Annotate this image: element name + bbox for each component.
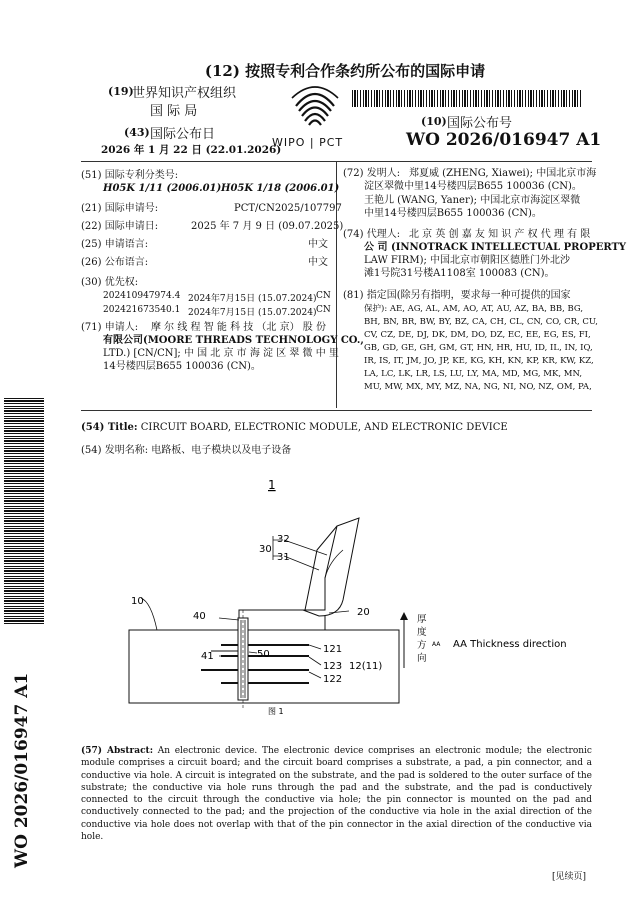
pub-no: WO 2026/016947 A1: [406, 130, 602, 150]
agent-line: LAW FIRM); 中国北京市朝阳区德胜门外北沙: [364, 255, 571, 266]
inventor-line: 郑夏威 (ZHENG, Xiawei); 中国北京市海: [409, 168, 597, 179]
appno-label: (21) 国际申请号:: [81, 203, 159, 214]
aa-small: AA: [432, 641, 441, 648]
label-50: 50: [257, 649, 270, 660]
label-41: 41: [201, 651, 214, 662]
arrow-head: [400, 612, 408, 620]
pub-date: 2026 年 1 月 22 日 (22.01.2026): [101, 144, 282, 156]
priority-cc: CN: [316, 305, 331, 315]
wipo-logo: [280, 82, 350, 134]
states-line: 保护): AE, AG, AL, AM, AO, AT, AU, AZ, BA, BB, BG,: [364, 304, 584, 314]
filing-lang-label: (25) 申请语言:: [81, 239, 149, 250]
priority-no: 202410947974.4: [103, 291, 181, 301]
inventor-line: 王艳儿 (WANG, Yaner); 中国北京市海淀区翠微: [364, 195, 581, 206]
bureau: 国 际 局: [150, 104, 198, 119]
aa-legend: AA Thickness direction: [453, 639, 567, 650]
applicant-label: (71) 申请人:: [81, 322, 139, 333]
figure-caption: 图 1: [268, 707, 284, 716]
title-zh-text: 电路板、电子模块以及电子设备: [151, 445, 292, 456]
label-40: 40: [193, 611, 206, 622]
section-divider: [81, 410, 592, 411]
states-line: BH, BN, BR, BW, BY, BZ, CA, CH, CL, CN, CO, CR, CU,: [364, 317, 598, 327]
states-line: GB, GD, GE, GH, GM, GT, HN, HR, HU, ID, IL, IN, IQ,: [364, 343, 593, 353]
inventor-line: 中里14号楼四层B655 100036 (CN)。: [364, 208, 542, 219]
states-line: LA, LC, LK, LR, LS, LU, LY, MA, MD, MG, MK, MN,: [364, 369, 583, 379]
abstract-text: An electronic device. The electronic device comprises an electronic module; the electronic module comprises a circuit board; and the circuit board comprises a substrate, a pad, a pin connector, and a conductive via hole. A circuit is integrated on the substrate, and the pad is soldered to the outer surface of the substrate; the conductive via hole runs through the pad and the substrate, and the pad is conductively connected to the circuit through the conductive via hole; the pin connector is mounted on the pad and conductively connected to the pad; and the projection of the conductive via hole in the axial direction of the conductive via hole does not overlap with that of the pin connector in the axial direction of the conductive via hole.: [81, 746, 592, 843]
priority-cc: CN: [316, 291, 331, 301]
label-31: 31: [277, 552, 290, 563]
pub-no-label: 国际公布号: [447, 116, 513, 131]
label-123: 123: [323, 661, 343, 672]
states-line: MU, MW, MX, MY, MZ, NA, NG, NI, NO, NZ, OM, PA,: [364, 382, 592, 392]
org-code: (19): [108, 85, 134, 98]
states-label: (81) 指定国(除另有指明，要求每一种可提供的国家: [343, 290, 571, 301]
states-line: CV, CZ, DE, DJ, DK, DM, DO, DZ, EC, EE, EG, ES, FI,: [364, 330, 591, 340]
applicant-line: LTD.) [CN/CN]; 中 国 北 京 市 海 淀 区 翠 微 中 里: [103, 348, 339, 359]
ipc-2: H05K 1/18 (2006.01): [221, 183, 340, 194]
dir-zh: 向: [417, 653, 427, 664]
inventor-line: 淀区翠微中里14号楼四层B655 100036 (CN)。: [364, 181, 582, 192]
states-line: IR, IS, IT, JM, JO, JP, KE, KG, KH, KN, KP, KR, KW, KZ,: [364, 356, 594, 366]
figure-number: 1: [268, 478, 276, 492]
dir-zh: 度: [417, 627, 427, 638]
side-barcode: [4, 398, 44, 626]
label-32: 32: [277, 534, 290, 545]
abstract-label: (57) Abstract:: [81, 746, 154, 756]
applicant-line: 有限公司(MOORE THREADS TECHNOLOGY CO.,: [103, 335, 364, 346]
org-name: 世界知识产权组织: [132, 86, 237, 101]
filing-lang: 中文: [308, 239, 328, 250]
label-12: 12(11): [349, 661, 383, 672]
label-10: 10: [131, 596, 144, 607]
pub-date-label: 国际公布日: [150, 127, 216, 142]
priority-date: 2024年7月15日 (15.07.2024): [188, 294, 317, 304]
title-zh-label: (54) 发明名称:: [81, 445, 149, 456]
dir-zh: 方: [417, 640, 427, 651]
column-divider: [336, 162, 337, 408]
applicant-line: 摩 尔 线 程 智 能 科 技 （北 京） 股 份: [151, 322, 326, 333]
title-en: [81, 422, 508, 433]
agent-line: 公 司 (INNOTRACK INTELLECTUAL PROPERTY: [364, 242, 627, 253]
main-title: (12) 按照专利合作条约所公布的国际申请: [204, 62, 486, 80]
title-en-label: (54) Title:: [81, 422, 138, 433]
filing-date: 2025 年 7 月 9 日 (09.07.2025): [191, 221, 344, 232]
agent-label: (74) 代理人:: [343, 229, 401, 240]
applicant-line: 14号楼四层B655 100036 (CN)。: [103, 361, 261, 372]
top-barcode: [352, 90, 583, 107]
filing-label: (22) 国际申请日:: [81, 221, 159, 232]
label-20: 20: [357, 607, 370, 618]
dir-zh: 厚: [417, 614, 427, 625]
ipc-label: (51) 国际专利分类号:: [81, 170, 179, 181]
pub-no-code: (10): [421, 115, 447, 128]
inventor-label: (72) 发明人:: [343, 168, 401, 179]
side-publication-number: WO 2026/016947 A1: [12, 672, 32, 868]
label-122: 122: [323, 674, 343, 685]
agent-line: 北 京 英 创 嘉 友 知 识 产 权 代 理 有 限: [409, 229, 591, 240]
label-121: 121: [323, 644, 343, 655]
title-en-text: CIRCUIT BOARD, ELECTRONIC MODULE, AND ELECTRONIC DEVICE: [140, 422, 508, 433]
pub-lang-label: (26) 公布语言:: [81, 257, 149, 268]
continued-note: [见续页]: [552, 872, 587, 882]
abstract: [81, 745, 592, 843]
pub-lang: 中文: [308, 257, 328, 268]
agent-line: 滩1号院31号楼A1108室 100083 (CN)。: [364, 268, 555, 279]
label-30: 30: [259, 544, 272, 555]
ipc-1: H05K 1/11 (2006.01): [103, 183, 222, 194]
appno: PCT/CN2025/107797: [234, 203, 342, 214]
priority-no: 202421673540.1: [103, 305, 181, 315]
priority-label: (30) 优先权:: [81, 277, 139, 288]
pub-date-code: (43): [124, 126, 150, 139]
title-zh: [81, 441, 291, 456]
priority-date: 2024年7月15日 (15.07.2024): [188, 308, 317, 318]
wipo-label: WIPO | PCT: [272, 136, 344, 149]
figure-1: [81, 470, 592, 730]
